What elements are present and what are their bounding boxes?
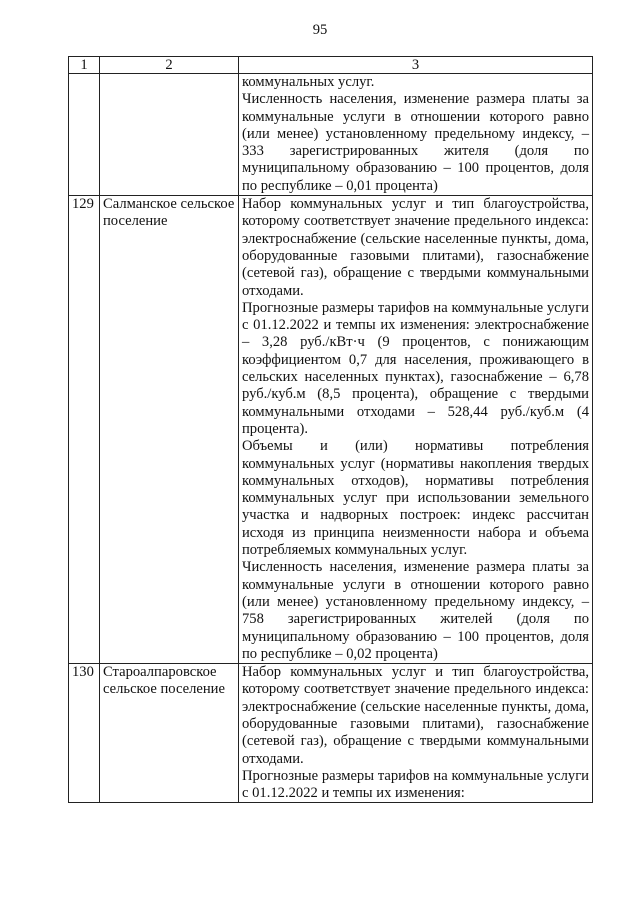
document-table bbox=[68, 56, 593, 803]
row-number: 129 bbox=[69, 196, 100, 664]
settlement-name: Салманское сельское поселение bbox=[100, 196, 239, 664]
row-paragraph: Прогнозные размеры тарифов на коммунальные услуги с 01.12.2022 и темпы их изменения: bbox=[242, 767, 589, 802]
row-content bbox=[239, 664, 593, 803]
table-row bbox=[69, 196, 593, 664]
row-paragraph: Набор коммунальных услуг и тип благоустройства, которому соответствует значение предельного индекса: электроснабжение (сельские населенные пункты, дома, оборудованные газовыми плитами), газоснабжение (сетевой газ), обращение с твердыми коммунальными отходами. bbox=[242, 664, 589, 767]
header-col-3: 3 bbox=[239, 57, 593, 74]
row-paragraph: Численность населения, изменение размера платы за коммунальные услуги в отношении которого равно (или менее) установленному предельному индексу, – 758 зарегистрированных жителей (доля по муниципальному образованию – 100 процентов, доля по республике – 0,02 процента) bbox=[242, 559, 589, 662]
row-content bbox=[239, 196, 593, 664]
row-paragraph: коммунальных услуг. bbox=[242, 74, 375, 90]
row-paragraph: Набор коммунальных услуг и тип благоустройства, которому соответствует значение предельного индекса: электроснабжение (сельские населенные пункты, дома, оборудованные газовыми плитами), газоснабжение (сетевой газ), обращение с твердыми коммунальными отходами. bbox=[242, 196, 589, 299]
table-row bbox=[69, 74, 593, 196]
header-col-1: 1 bbox=[69, 57, 100, 74]
row-paragraph: Численность населения, изменение размера платы за коммунальные услуги в отношении которого равно (или менее) установленному предельному индексу, – 333 зарегистрированных жителя (доля по муниципальному образованию – 100 процентов, доля по республике – 0,01 процента) bbox=[242, 91, 589, 194]
header-col-2: 2 bbox=[100, 57, 239, 74]
page-number: 95 bbox=[312, 22, 328, 38]
row-number bbox=[69, 74, 100, 196]
row-paragraph: Прогнозные размеры тарифов на коммунальные услуги с 01.12.2022 и темпы их изменения: электроснабжение – 3,28 руб./кВт·ч (9 процентов, с понижающим коэффициентом 0,7 для населения, проживающего в сельских населенных пунктах), газоснабжение – 6,78 руб./куб.м (8,5 процента), обращение с твердыми коммунальными отходами – 528,44 руб./куб.м (4 процента). bbox=[242, 299, 589, 437]
row-number: 130 bbox=[69, 664, 100, 803]
table-header-row bbox=[69, 57, 593, 74]
settlement-name bbox=[100, 74, 239, 196]
row-paragraph: Объемы и (или) нормативы потребления коммунальных услуг (нормативы накопления твердых коммунальных отходов), нормативы потребления коммунальных услуг при использовании земельного участка и надворных построек: индекс рассчитан исходя из принципа неизменности набора и объема потребляемых коммунальных услуг. bbox=[242, 438, 589, 559]
table-row bbox=[69, 664, 593, 803]
settlement-name: Староалпаровское сельское поселение bbox=[100, 664, 239, 803]
row-content bbox=[239, 74, 593, 196]
